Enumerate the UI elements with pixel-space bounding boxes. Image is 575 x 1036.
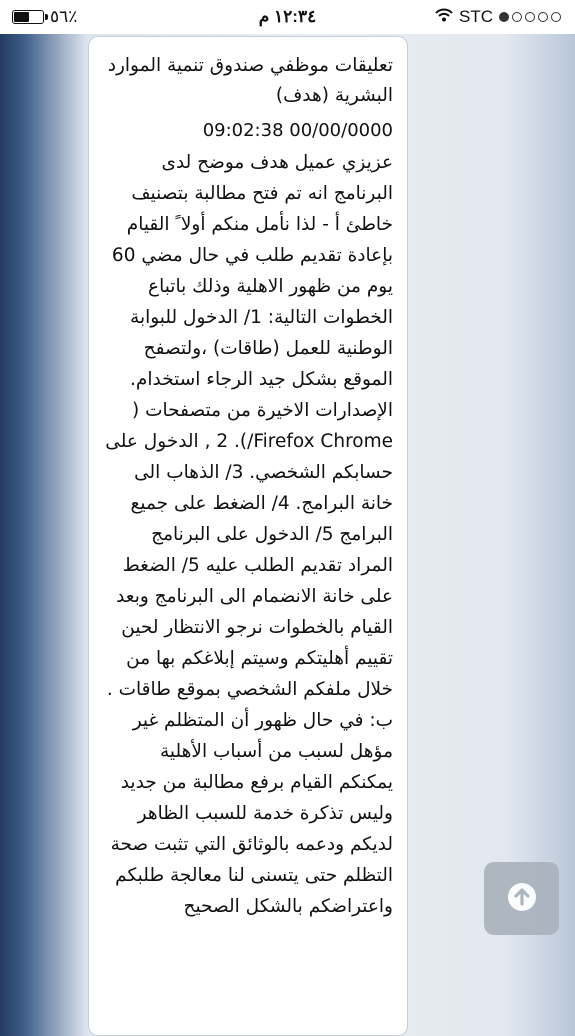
clock: ١٢:٣٤ م — [258, 7, 317, 26]
wifi-icon — [435, 7, 453, 27]
status-bar — [0, 0, 575, 34]
signal-dot — [499, 12, 509, 22]
battery-percent: ٥٦٪ — [50, 7, 78, 26]
signal-dot — [512, 12, 522, 22]
scroll-to-top-button[interactable] — [484, 862, 559, 935]
post-title: تعليقات موظفي صندوق تنمية الموارد البشرية (هدف) — [107, 55, 393, 106]
post-timestamp: 09:02:38 00/00/0000 — [202, 120, 393, 141]
comment-card — [88, 36, 408, 1036]
arrow-up-circle-icon — [507, 882, 537, 916]
signal-dot — [538, 12, 548, 22]
signal-dot — [525, 12, 535, 22]
signal-dot — [551, 12, 561, 22]
post-body: عزيزي عميل هدف موضح لدى البرنامج انه تم فتح مطالبة بتصنيف خاطئ أ - لذا نأمل منكم أولا ً القيام بإعادة تقديم طلب في حال مضي 60 يوم من ظهور الاهلية وذلك باتباع الخطوات التالية: 1/ الدخول للبوابة الوطنية للعمل (طاقات) ،ولتصفح الموقع بشكل جيد الرجاء استخدام. الإصدارات الاخيرة من متصفحات ( Firefox Chrome/). 2 , الدخول على حسابكم الشخصي. 3/ الذهاب الى خانة البرامج. 4/ الضغط على جميع البرامج 5/ الدخول على البرنامج المراد تقديم الطلب عليه 5/ الضغط على خانة الانضمام الى البرنامج وبعد القيام بالخطوات نرجو الانتظار لحين تقييم أهليتكم وسيتم إبلاغكم بها من خلال ملفكم الشخصي بموقع طاقات . ب: في حال ظهور أن المتظلم غير مؤهل لسبب من أسباب الأهلية يمكنكم القيام برفع مطالبة من جديد وليس تذكرة خدمة للسبب الظاهر لديكم ودعمه بالوثائق التي تثبت صحة التظلم حتى يتسنى لنا معالجة طلبكم واعتراضكم بالشكل الصحيح — [105, 152, 393, 917]
carrier-name: STC — [459, 7, 493, 26]
signal-strength-icon — [499, 12, 561, 22]
carrier-group — [435, 7, 561, 27]
